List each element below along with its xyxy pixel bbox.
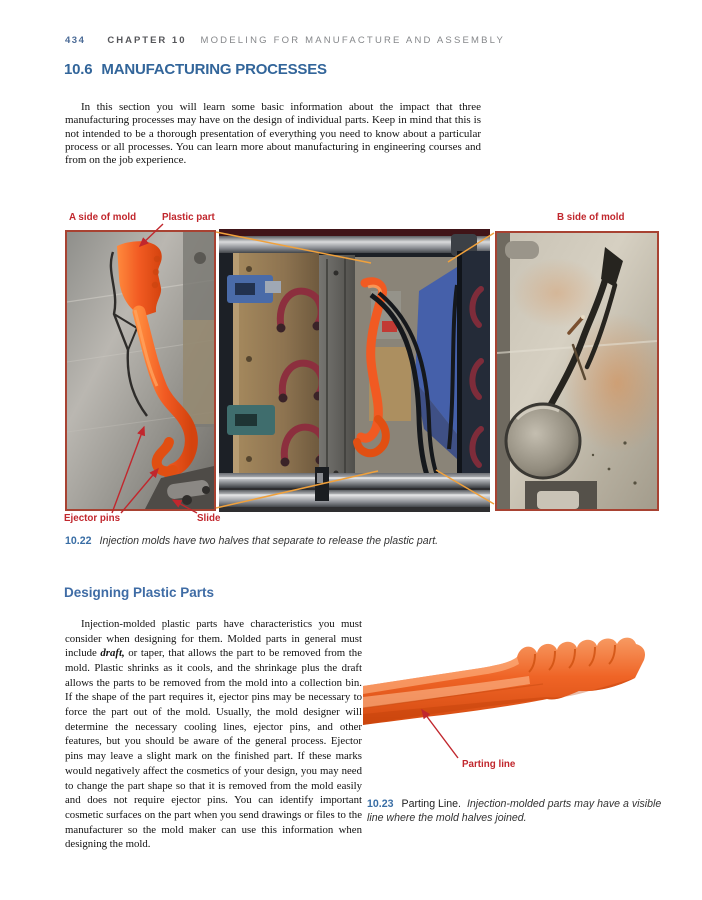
chapter-number: CHAPTER 10 bbox=[107, 35, 187, 46]
photo-molding-machine bbox=[219, 229, 490, 512]
figure-10-22-caption-text: Injection molds have two halves that separate to release the plastic part. bbox=[99, 535, 439, 547]
label-b-side-of-mold: B side of mold bbox=[557, 212, 625, 223]
intro-text: In this section you will learn some basic information about the impact that three manufacturing processes may have on the design of individual parts. Keep in mind that this is not intended to be a thorough presentation of everything you need to know about a particular process or all processes. You can learn more about manufacturing in engineering courses and from on the job experience. bbox=[65, 101, 481, 167]
body-text-segment: Injection-molded plastic parts have characteristics you must consider when designing for them. Molded parts in general must include bbox=[65, 617, 362, 660]
label-ejector-pins: Ejector pins bbox=[64, 513, 121, 524]
molding-machine-illustration bbox=[219, 229, 490, 512]
photo-parting-line-part bbox=[363, 602, 700, 787]
running-head bbox=[65, 35, 505, 46]
intro-paragraph bbox=[65, 101, 481, 167]
chapter-title: MODELING FOR MANUFACTURE AND ASSEMBLY bbox=[200, 35, 505, 46]
figure-10-23-caption bbox=[367, 798, 663, 826]
figure-10-23-caption-text: Injection-molded parts may have a visible line where the mold halves joined. bbox=[367, 798, 662, 824]
designing-paragraph bbox=[65, 617, 362, 852]
parting-line-part-illustration bbox=[363, 602, 700, 787]
label-slide: Slide bbox=[197, 513, 221, 524]
figure-10-22-number: 10.22 bbox=[65, 535, 92, 547]
label-parting-line: Parting line bbox=[462, 759, 516, 770]
b-side-mold-illustration bbox=[497, 233, 657, 509]
section-heading bbox=[64, 61, 327, 78]
draft-term: draft, bbox=[100, 647, 125, 660]
figure-10-22-caption bbox=[65, 535, 605, 549]
photo-b-side-of-mold bbox=[495, 231, 659, 511]
subsection-heading: Designing Plastic Parts bbox=[64, 585, 215, 600]
a-side-mold-illustration bbox=[67, 232, 214, 509]
section-title: MANUFACTURING PROCESSES bbox=[101, 61, 327, 78]
figure-10-23-number: 10.23 bbox=[367, 798, 394, 810]
photo-a-side-of-mold bbox=[65, 230, 216, 511]
figure-10-23-title: Parting Line. bbox=[401, 798, 461, 810]
section-number: 10.6 bbox=[64, 61, 93, 78]
page-number: 434 bbox=[65, 35, 86, 46]
body-text-segment: or taper, that allows the part to be removed from the mold. Plastic shrinks as it cools, and the shrinkage plus the draft allows the parts to be removed from the mold into a collection bin. If the shape of the part requires it, ejector pins may be necessary to force the part out of the mold. Usually, the mold designer will determine the necessary cooling lines, ejector pins, and other features, but you should be aware of the general process. Ejector pins may leave a slight mark on the finished part. If these marks would negatively affect the cosmetics of your design, you may need to change the part shape so that it is removed from the mold easily and does not require ejector pins. You can identify important cosmetic surfaces on the part when you send drawings or files to the manufacturer so the mold maker can use this information when designing the mold. bbox=[65, 647, 362, 851]
label-a-side-of-mold: A side of mold bbox=[69, 212, 137, 223]
label-plastic-part: Plastic part bbox=[162, 212, 215, 223]
